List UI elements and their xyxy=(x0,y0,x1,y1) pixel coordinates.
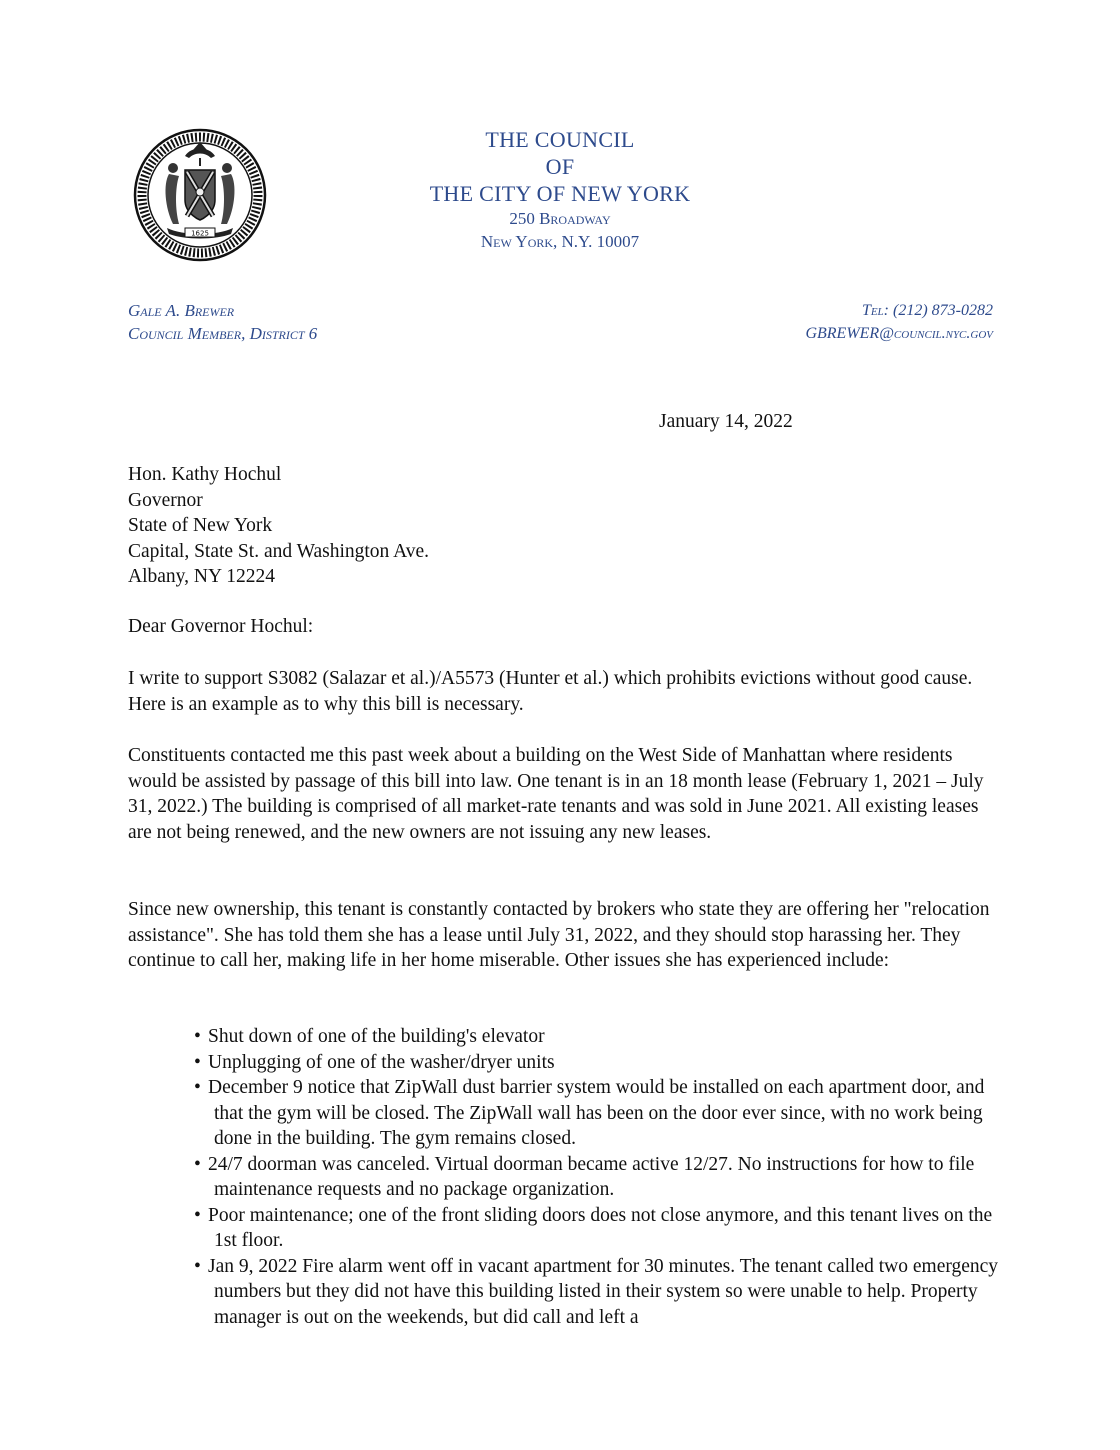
member-title: Council Member, District 6 xyxy=(128,324,318,343)
letterhead-title xyxy=(330,126,790,253)
list-item-text: Poor maintenance; one of the front sliding doors does not close anymore, and this tenant lives on the 1st floor. xyxy=(208,1204,993,1251)
recipient-line: State of New York xyxy=(128,515,273,536)
list-item xyxy=(180,1203,1000,1254)
list-item xyxy=(180,1075,1000,1152)
recipient-line: Albany, NY 12224 xyxy=(128,566,275,587)
council-member-block xyxy=(128,299,317,345)
contact-tel: Tel: (212) 873-0282 xyxy=(861,302,993,319)
salutation: Dear Governor Hochul: xyxy=(128,616,314,637)
council-title: THE COUNCIL xyxy=(485,127,635,152)
city-seal-logo xyxy=(133,128,267,262)
contact-block xyxy=(805,299,993,345)
list-item-text: Jan 9, 2022 Fire alarm went off in vacant apartment for 30 minutes. The tenant called two emergency numbers but they did not have this building listed in their system so were unable to help. Property manager is out on the weekends, but did call and left a xyxy=(208,1255,999,1328)
body-paragraph: Constituents contacted me this past week about a building on the West Side of Manhattan where residents would be assisted by passage of this bill into law. One tenant is in an 18 month lease (February 1, 2021 – July 31, 2022.) The building is comprised of all market-rate tenants and was sold in June 2021. All existing leases are not being renewed, and the new owners are not issuing any new leases. xyxy=(128,745,984,843)
address-city: New York, N.Y. 10007 xyxy=(480,232,640,251)
council-of: OF xyxy=(545,154,575,179)
list-item xyxy=(180,1024,1000,1050)
list-item-text: Shut down of one of the building's elevator xyxy=(208,1026,545,1047)
list-item xyxy=(180,1050,1000,1076)
list-item-text: December 9 notice that ZipWall dust barrier system would be installed on each apartment door, and that the gym will be closed. The ZipWall wall has been on the door ever since, with no work being done in the building. The gym remains closed. xyxy=(208,1077,985,1149)
list-item xyxy=(180,1152,1000,1203)
list-item xyxy=(180,1254,1000,1331)
city-title: THE CITY OF NEW YORK xyxy=(429,181,691,206)
member-name: Gale A. Brewer xyxy=(128,301,235,320)
list-item-text: 24/7 doorman was canceled. Virtual doorman became active 12/27. No instructions for how to file maintenance requests and no package organization. xyxy=(208,1153,975,1200)
list-item-text: Unplugging of one of the washer/dryer units xyxy=(208,1051,555,1073)
recipient-line: Governor xyxy=(128,489,203,511)
contact-email[interactable]: GBREWER@council.nyc.gov xyxy=(805,325,993,342)
issues-list xyxy=(180,1024,1000,1330)
recipient-line: Hon. Kathy Hochul xyxy=(128,464,282,485)
recipient-line: Capital, State St. and Washington Ave. xyxy=(128,540,430,562)
letter-date: January 14, 2022 xyxy=(659,411,793,432)
address-street: 250 Broadway xyxy=(509,209,611,228)
recipient-address xyxy=(128,462,429,590)
body-paragraph: I write to support S3082 (Salazar et al.)/A5573 (Hunter et al.) which prohibits evictions without good cause. Here is an example as to why this bill is necessary. xyxy=(128,668,973,715)
body-paragraph: Since new ownership, this tenant is constantly contacted by brokers who state they are offering her "relocation assistance". She has told them she has a lease until July 31, 2022, and they should stop harassing her. They continue to call her, making life in her home miserable. Other issues she has experienced include: xyxy=(128,899,990,971)
seal-year-text: 1625 xyxy=(191,229,209,238)
